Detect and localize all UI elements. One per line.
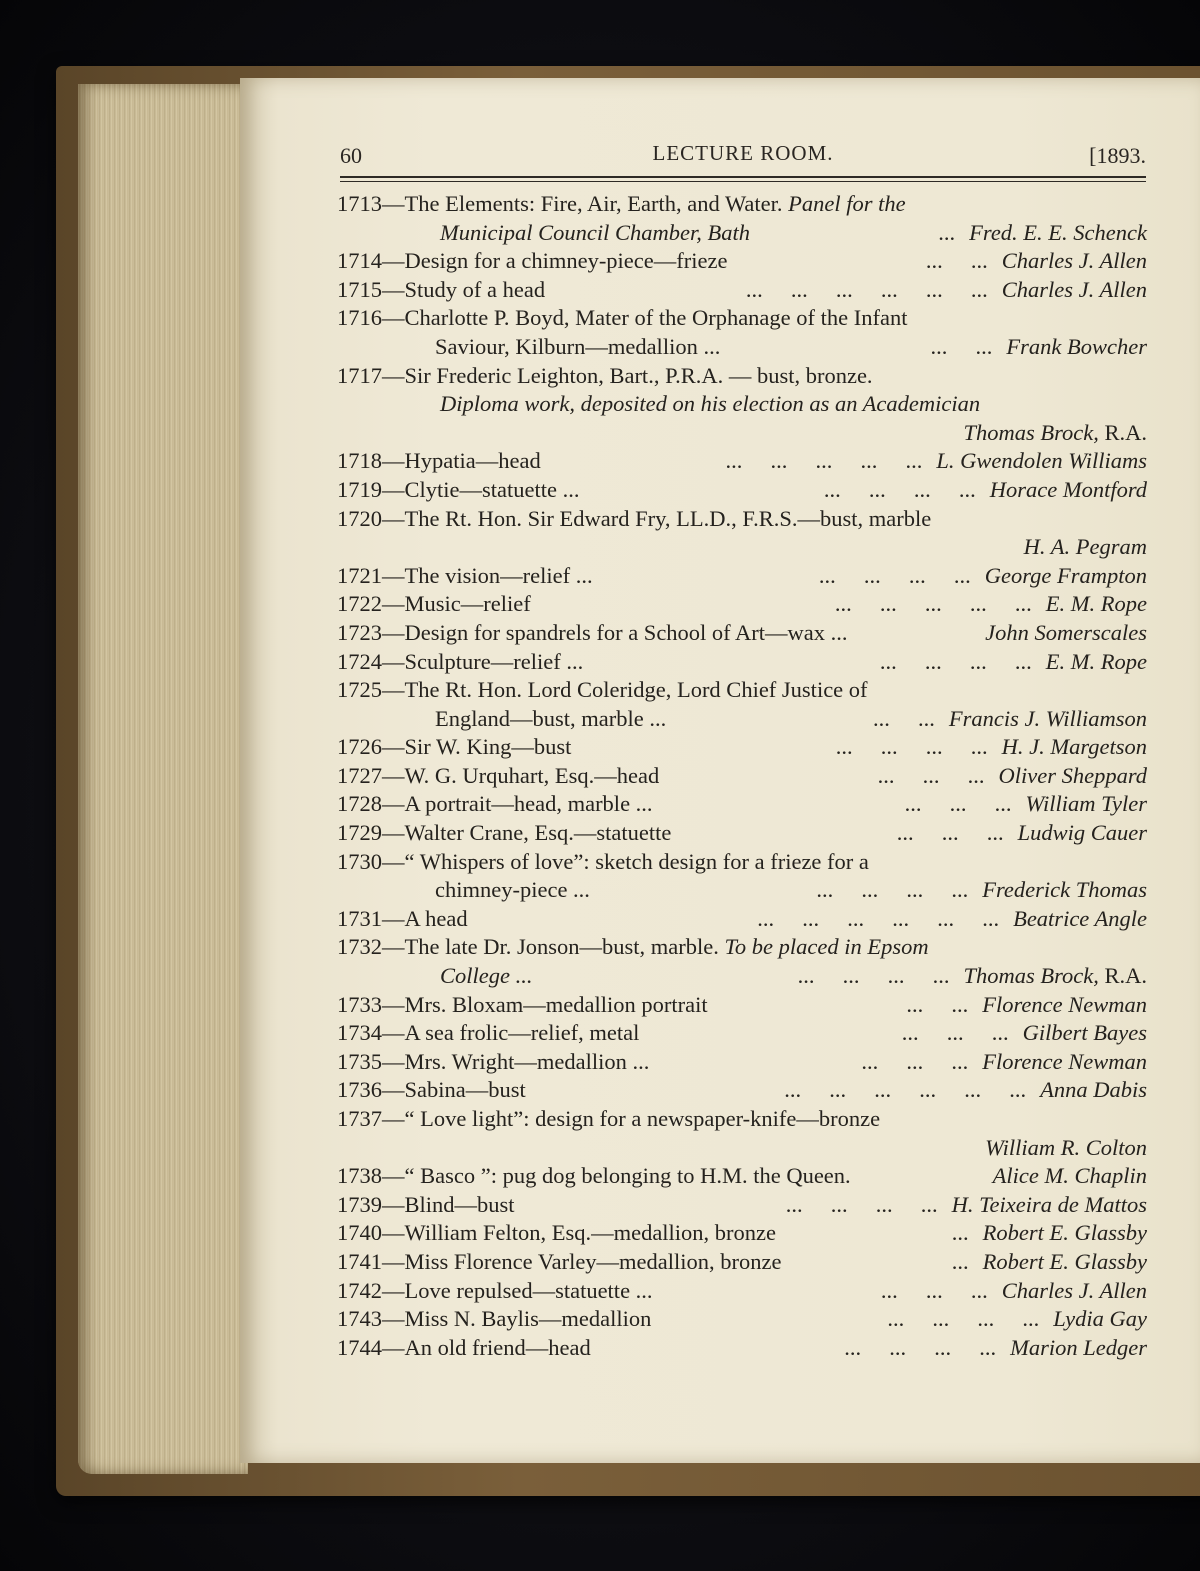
leader-dots: ... ... (930, 333, 993, 359)
entry-line (337, 1076, 1147, 1105)
entry-line (337, 505, 1147, 534)
entry-title: 1719—Clytie—statuette ... (337, 476, 580, 502)
entry-artist: Marion Ledger (1010, 1334, 1147, 1360)
leader-dots: ... ... ... ... ... (725, 448, 923, 474)
entry-artist: Beatrice Angle (1013, 905, 1147, 931)
entry-title: Municipal Council Chamber, Bath (440, 219, 750, 245)
entry-artist: H. Teixeira de Mattos (951, 1191, 1147, 1217)
entry-line (337, 648, 1147, 677)
entry-title: 1738—“ Basco ”: pug dog belonging to H.M. the Queen. (337, 1163, 851, 1189)
entry-artist: H. A. Pegram (1023, 534, 1147, 560)
entry-title: 1737—“ Love light”: design for a newspaper-knife—bronze (337, 1106, 881, 1131)
leader-dots: ... ... ... (901, 1020, 1009, 1046)
entry-artist: Charles J. Allen (1001, 276, 1147, 302)
entry-title: 1735—Mrs. Wright—medallion ... (337, 1048, 650, 1074)
leader-dots: ... ... ... ... ... ... (757, 905, 1000, 931)
entry-artist: Charles J. Allen (1001, 248, 1147, 274)
entry-artist: Frank Bowcher (1006, 333, 1147, 359)
entry-line (337, 562, 1147, 591)
entry-line (337, 390, 1147, 419)
entry-title: 1729—Walter Crane, Esq.—statuette (337, 820, 672, 846)
entry-line (337, 419, 1147, 448)
entry-artist: Charles J. Allen (1001, 1277, 1147, 1303)
leader-dots: ... ... ... ... (818, 562, 971, 588)
entry-title: 1717—Sir Frederic Leighton, Bart., P.R.A. — bust, bronze. (337, 362, 873, 388)
entry-title: 1718—Hypatia—head (337, 448, 541, 474)
page-number: 60 (340, 143, 362, 168)
entry-title: 1724—Sculpture—relief ... (337, 648, 584, 674)
entry-artist: E. M. Rope (1045, 648, 1147, 674)
entry-line (337, 447, 1147, 476)
entry-line (337, 933, 1147, 962)
leader-dots: ... ... ... (880, 1277, 988, 1303)
entry-artist: Francis J. Williamson (948, 705, 1147, 731)
entry-artist: Ludwig Cauer (1017, 820, 1147, 846)
entry-title: 1713—The Elements: Fire, Air, Earth, and Water. Panel for the (337, 191, 906, 216)
entry-title: 1736—Sabina—bust (337, 1077, 526, 1103)
entry-title: 1726—Sir W. King—bust (337, 734, 572, 760)
entry-title: 1714—Design for a chimney-piece—frieze (337, 248, 728, 274)
leader-dots: ... ... ... ... (844, 1334, 997, 1360)
entry-title: 1721—The vision—relief ... (337, 562, 593, 588)
entry-artist: Thomas Brock, R.A. (963, 419, 1147, 445)
entry-line (337, 1334, 1147, 1363)
entry-artist: Thomas Brock, R.A. (963, 963, 1147, 989)
entry-title: 1722—Music—relief (337, 591, 531, 617)
entry-artist: L. Gwendolen Williams (936, 448, 1147, 474)
leader-dots: ... ... ... (896, 820, 1004, 846)
entry-line (337, 790, 1147, 819)
entry-title: 1723—Design for spandrels for a School of Art—wax ... (337, 619, 848, 645)
entry-title: Diploma work, deposited on his election as an Academician (440, 391, 981, 417)
entry-line (337, 991, 1147, 1020)
entry-line (337, 1048, 1147, 1077)
entry-line (337, 705, 1147, 734)
leader-dots: ... (938, 219, 956, 245)
entry-line (337, 1105, 1147, 1134)
entry-line (337, 219, 1147, 248)
entry-line (337, 1162, 1147, 1191)
leader-dots: ... ... (906, 991, 969, 1017)
leader-dots: ... ... ... ... (823, 476, 976, 502)
leader-dots: ... ... ... (877, 762, 985, 788)
entry-artist: Anna Dabis (1040, 1077, 1147, 1103)
leader-dots: ... (951, 1248, 969, 1274)
entry-title: 1744—An old friend—head (337, 1334, 591, 1360)
entry-title: 1727—W. G. Urquhart, Esq.—head (337, 762, 660, 788)
entry-artist: H. J. Margetson (1001, 734, 1147, 760)
leader-dots: ... ... ... ... ... ... (745, 276, 988, 302)
entry-artist: Florence Newman (982, 1048, 1147, 1074)
entry-line (337, 276, 1147, 305)
entry-artist: Florence Newman (982, 991, 1147, 1017)
entry-title: 1734—A sea frolic—relief, metal (337, 1020, 640, 1046)
entry-title: chimney-piece ... (435, 877, 590, 903)
entry-title: 1730—“ Whispers of love”: sketch design for a frieze for a (337, 848, 869, 874)
entry-note: Panel for the (788, 191, 906, 216)
entry-line (337, 1248, 1147, 1277)
page-year: [1893. (1089, 143, 1146, 168)
leader-dots: ... ... (873, 705, 935, 731)
entry-line (337, 819, 1147, 848)
entry-title: England—bust, marble ... (435, 705, 667, 731)
entry-artist: Alice M. Chaplin (992, 1163, 1147, 1189)
entry-line (337, 1305, 1147, 1334)
leader-dots: ... ... ... ... (887, 1306, 1040, 1332)
leader-dots: ... ... ... ... (785, 1191, 938, 1217)
entry-line (337, 476, 1147, 505)
entry-artist: Oliver Sheppard (998, 762, 1147, 788)
entry-artist: Lydia Gay (1053, 1306, 1147, 1332)
entry-line (337, 1191, 1147, 1220)
header-rule-thin (340, 181, 1146, 182)
entry-artist: Horace Montford (989, 476, 1147, 502)
entry-line (337, 905, 1147, 934)
entry-artist: Gilbert Bayes (1022, 1020, 1147, 1046)
entry-title: 1731—A head (337, 905, 468, 931)
entry-artist: William R. Colton (985, 1134, 1147, 1160)
entry-title: 1742—Love repulsed—statuette ... (337, 1277, 653, 1303)
entry-line (337, 733, 1147, 762)
leader-dots: ... ... (925, 248, 988, 274)
entry-line (337, 533, 1147, 562)
entry-artist: E. M. Rope (1045, 591, 1147, 617)
leader-dots: ... ... ... ... ... ... (784, 1077, 1027, 1103)
entry-artist: Robert E. Glassby (982, 1220, 1147, 1246)
entry-line (337, 362, 1147, 391)
entry-title: 1741—Miss Florence Varley—medallion, bronze (337, 1248, 782, 1274)
leader-dots: ... ... ... ... (797, 963, 950, 989)
page-title: LECTURE ROOM. (652, 141, 834, 165)
entry-line (337, 676, 1147, 705)
entry-title: 1739—Blind—bust (337, 1191, 515, 1217)
entry-title: Saviour, Kilburn—medallion ... (435, 333, 721, 359)
entry-note: To be placed in Epsom (724, 934, 929, 960)
entry-line (337, 876, 1147, 905)
entry-line (337, 1219, 1147, 1248)
leader-dots: ... ... ... (861, 1048, 969, 1074)
entry-title: 1743—Miss N. Baylis—medallion (337, 1306, 652, 1332)
entry-title: College ... (440, 963, 533, 989)
entry-title: 1740—William Felton, Esq.—medallion, bronze (337, 1220, 777, 1246)
leader-dots: ... ... ... ... ... (834, 591, 1032, 617)
entry-artist: William Tyler (1025, 791, 1147, 817)
entry-line (337, 619, 1147, 648)
entry-title: 1725—The Rt. Hon. Lord Coleridge, Lord Chief Justice of (337, 677, 868, 703)
leader-dots: ... (951, 1220, 969, 1246)
entry-line (337, 247, 1147, 276)
entry-title: 1732—The late Dr. Jonson—bust, marble. To be placed in Epsom (337, 934, 929, 960)
page-header (340, 140, 1146, 172)
leader-dots: ... ... ... (904, 791, 1012, 817)
page-edges (78, 84, 248, 1474)
entry-line (337, 848, 1147, 877)
catalogue-entries (337, 190, 1147, 1362)
entry-artist: John Somerscales (985, 619, 1147, 645)
entry-line (337, 304, 1147, 333)
entry-title: 1716—Charlotte P. Boyd, Mater of the Orphanage of the Infant (337, 305, 908, 331)
leader-dots: ... ... ... ... (835, 734, 988, 760)
entry-line (337, 762, 1147, 791)
entry-artist: George Frampton (984, 562, 1147, 588)
entry-artist: Fred. E. E. Schenck (969, 219, 1147, 245)
entry-title: 1728—A portrait—head, marble ... (337, 791, 653, 817)
entry-artist: Frederick Thomas (982, 877, 1147, 903)
header-rule (340, 176, 1146, 178)
entry-line (337, 590, 1147, 619)
leader-dots: ... ... ... ... (879, 648, 1032, 674)
entry-line (337, 1134, 1147, 1163)
entry-title: 1720—The Rt. Hon. Sir Edward Fry, LL.D., F.R.S.—bust, marble (337, 505, 932, 531)
entry-title: 1715—Study of a head (337, 276, 546, 302)
entry-line (337, 1277, 1147, 1306)
entry-line (337, 1019, 1147, 1048)
leader-dots: ... ... ... ... (816, 877, 969, 903)
entry-line (337, 962, 1147, 991)
entry-line (337, 190, 1147, 219)
entry-line (337, 333, 1147, 362)
entry-artist: Robert E. Glassby (982, 1248, 1147, 1274)
entry-title: 1733—Mrs. Bloxam—medallion portrait (337, 991, 708, 1017)
